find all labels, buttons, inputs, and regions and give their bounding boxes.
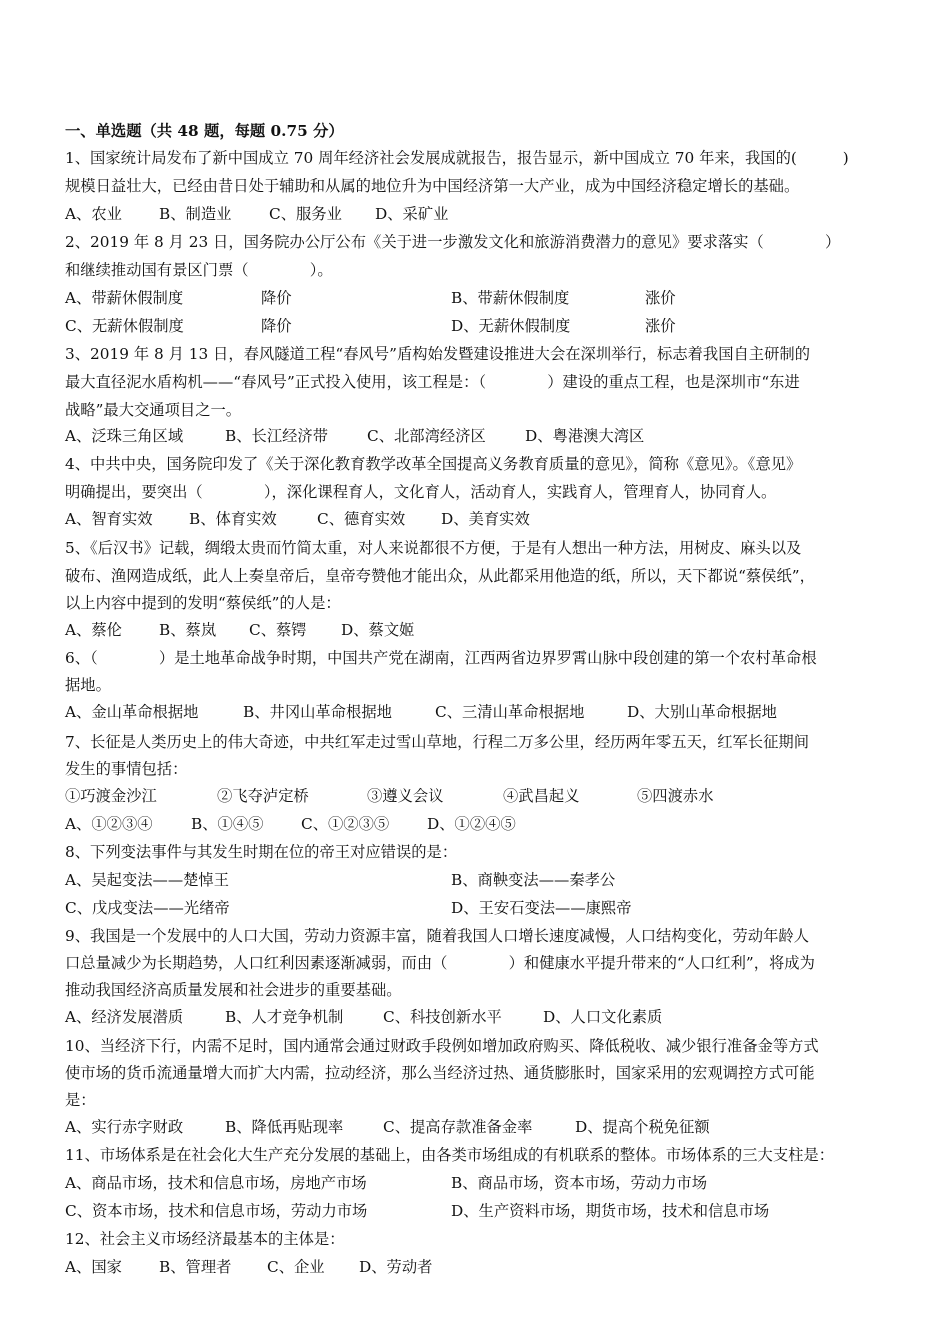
question-2-stem-line-1: 2、2019 年 8 月 23 日，国务院办公厅公布《关于进一步激发文化和旅游消费潜力的意见》要求落实（ ） (65, 233, 841, 251)
question-9-stem-line-3: 推动我国经济高质量发展和社会进步的重要基础。 (65, 981, 402, 999)
question-1-stem-line-2: 规模日益壮大，已经由昔日处于辅助和从属的地位升为中国经济第一大产业，成为中国经济稳定增长的基础。 (65, 177, 800, 195)
option-a: A、国家 (65, 1258, 122, 1276)
item-4: ④武昌起义 (503, 787, 580, 805)
option-d: D、①②④⑤ (427, 815, 516, 833)
option-a: A、智育实效 (65, 510, 153, 528)
option-d: D、人口文化素质 (543, 1008, 663, 1026)
question-3-stem-line-2: 最大直径泥水盾构机——“春风号”正式投入使用，该工程是：（ ）建设的重点工程，也是深圳市“东进 (65, 373, 800, 391)
option-a: A、①②③④ (65, 815, 153, 833)
item-3: ③遵义会议 (367, 787, 444, 805)
option-c: C、北部湾经济区 (367, 427, 486, 445)
option-d: D、王安石变法——康熙帝 (451, 899, 632, 917)
question-3-stem-line-1: 3、2019 年 8 月 13 日，春风隧道工程“春风号”盾构始发暨建设推进大会在深圳举行，标志着我国自主研制的 (65, 345, 810, 363)
option-b: B、商鞅变法——秦孝公 (451, 871, 616, 889)
option-d: D、生产资料市场，期货市场，技术和信息市场 (451, 1202, 770, 1220)
question-4-stem-line-1: 4、中共中央，国务院印发了《关于深化教育教学改革全国提高义务教育质量的意见》，简称《意见》。《意见》 (65, 455, 802, 473)
option-c: C、①②③⑤ (301, 815, 390, 833)
option-c-detail: 降价 (261, 317, 292, 335)
option-c: C、无薪休假制度 (65, 317, 184, 335)
option-b: B、长江经济带 (225, 427, 329, 445)
option-d: D、大别山革命根据地 (627, 703, 777, 721)
question-5-stem-line-2: 破布、渔网造成纸，此人上奏皇帝后，皇帝夸赞他才能出众，从此都采用他造的纸，所以，天下都说“蔡侯纸”， (65, 567, 815, 585)
option-b: B、人才竞争机制 (225, 1008, 344, 1026)
question-5-stem-line-1: 5、《后汉书》记载，绸缎太贵而竹简太重，对人来说都很不方便，于是有人想出一种方法，用树皮、麻头以及 (65, 539, 802, 557)
option-d: D、蔡文姬 (341, 621, 415, 639)
option-c: C、戊戌变法——光绪帝 (65, 899, 230, 917)
option-c: C、企业 (267, 1258, 325, 1276)
option-a: A、吴起变法——楚悼王 (65, 871, 230, 889)
option-c: C、三清山革命根据地 (435, 703, 585, 721)
item-2: ②飞夺泸定桥 (217, 787, 309, 805)
question-6-stem-line-2: 据地。 (65, 676, 111, 694)
option-b-detail: 涨价 (645, 289, 676, 307)
question-8-stem-line-1: 8、下列变法事件与其发生时期在位的帝王对应错误的是： (65, 843, 458, 861)
question-5-stem-line-3: 以上内容中提到的发明“蔡侯纸”的人是： (65, 594, 341, 612)
option-c: C、提高存款准备金率 (383, 1118, 533, 1136)
option-a: A、农业 (65, 205, 122, 223)
question-6-stem-line-1: 6、（ ）是土地革命战争时期，中国共产党在湖南，江西两省边界罗霄山脉中段创建的第一个农村革命根 (65, 649, 817, 667)
item-1: ①巧渡金沙江 (65, 787, 157, 805)
option-d: D、劳动者 (359, 1258, 433, 1276)
option-b: B、带薪休假制度 (451, 289, 570, 307)
option-d: D、采矿业 (375, 205, 449, 223)
question-10-stem-line-2: 使市场的货币流通量增大而扩大内需，拉动经济，那么当经济过热、通货膨胀时，国家采用的宏观调控方式可能 (65, 1064, 815, 1082)
question-1-stem-line-1: 1、国家统计局发布了新中国成立 70 周年经济社会发展成就报告，报告显示，新中国成立 70 年来，我国的( ) (65, 149, 849, 167)
question-4-stem-line-2: 明确提出，要突出（ ），深化课程育人，文化育人，活动育人，实践育人，管理育人，协同育人。 (65, 483, 777, 501)
option-b: B、体育实效 (189, 510, 277, 528)
question-11-stem-line-1: 11、市场体系是在社会化大生产充分发展的基础上，由各类市场组成的有机联系的整体。市场体系的三大支柱是： (65, 1146, 835, 1164)
option-d-detail: 涨价 (645, 317, 676, 335)
option-c: C、资本市场，技术和信息市场，劳动力市场 (65, 1202, 368, 1220)
option-d: D、美育实效 (441, 510, 530, 528)
question-10-stem-line-3: 是： (65, 1091, 96, 1109)
question-7-stem-line-1: 7、长征是人类历史上的伟大奇迹，中共红军走过雪山草地，行程二万多公里，经历两年零五天，红军长征期间 (65, 733, 809, 751)
question-12-stem-line-1: 12、社会主义市场经济最基本的主体是： (65, 1230, 345, 1248)
question-2-stem-line-2: 和继续推动国有景区门票（ ）。 (65, 261, 333, 279)
question-9-stem-line-2: 口总量减少为长期趋势，人口红利因素逐渐减弱，而由（ ）和健康水平提升带来的“人口红利”，将成为 (65, 954, 815, 972)
option-a: A、带薪休假制度 (65, 289, 184, 307)
option-a: A、金山革命根据地 (65, 703, 199, 721)
option-a: A、经济发展潜质 (65, 1008, 184, 1026)
section-heading: 一、单选题（共 48 题，每题 0.75 分） (65, 122, 344, 140)
option-a: A、商品市场，技术和信息市场，房地产市场 (65, 1174, 367, 1192)
option-b: B、制造业 (159, 205, 232, 223)
option-a: A、泛珠三角区域 (65, 427, 184, 445)
question-9-stem-line-1: 9、我国是一个发展中的人口大国，劳动力资源丰富，随着我国人口增长速度减慢，人口结构变化，劳动年龄人 (65, 927, 809, 945)
question-3-stem-line-3: 战略”最大交通项目之一。 (65, 401, 242, 419)
option-c: C、服务业 (269, 205, 342, 223)
option-d: D、无薪休假制度 (451, 317, 571, 335)
option-b: B、井冈山革命根据地 (243, 703, 392, 721)
option-a: A、蔡伦 (65, 621, 122, 639)
option-b: B、①④⑤ (191, 815, 264, 833)
option-b: B、管理者 (159, 1258, 232, 1276)
option-b: B、降低再贴现率 (225, 1118, 344, 1136)
item-5: ⑤四渡赤水 (637, 787, 714, 805)
question-10-stem-line-1: 10、当经济下行，内需不足时，国内通常会通过财政手段例如增加政府购买、降低税收、减少银行准备金等方式 (65, 1037, 819, 1055)
option-c: C、蔡锷 (249, 621, 307, 639)
question-7-stem-line-2: 发生的事情包括： (65, 760, 188, 778)
option-c: C、科技创新水平 (383, 1008, 502, 1026)
option-a-detail: 降价 (261, 289, 292, 307)
option-a: A、实行赤字财政 (65, 1118, 184, 1136)
option-b: B、商品市场，资本市场，劳动力市场 (451, 1174, 707, 1192)
option-c: C、德育实效 (317, 510, 406, 528)
option-d: D、粤港澳大湾区 (525, 427, 645, 445)
option-b: B、蔡岚 (159, 621, 217, 639)
option-d: D、提高个税免征额 (575, 1118, 710, 1136)
